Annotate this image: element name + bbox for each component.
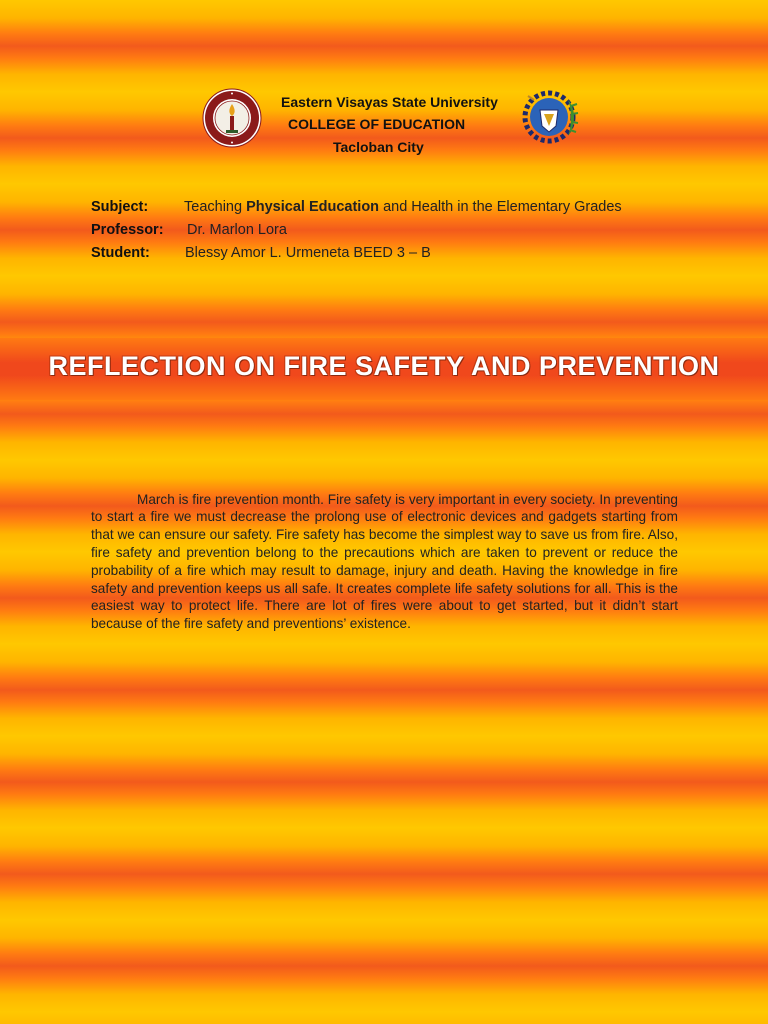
subject-value bbox=[184, 199, 622, 215]
subject-prefix: Teaching bbox=[184, 199, 247, 215]
university-name: Eastern Visayas State University bbox=[281, 94, 498, 110]
college-seal-icon bbox=[518, 86, 580, 148]
professor-label: Professor: bbox=[91, 222, 164, 238]
subject-label: Subject: bbox=[91, 199, 149, 215]
student-value: Blessy Amor L. Urmeneta BEED 3 – B bbox=[185, 245, 431, 261]
page-title: REFLECTION ON FIRE SAFETY AND PREVENTION bbox=[48, 351, 720, 381]
professor-value: Dr. Marlon Lora bbox=[187, 222, 287, 238]
city-name: Tacloban City bbox=[333, 139, 424, 155]
college-name: COLLEGE OF EDUCATION bbox=[288, 116, 466, 132]
student-label: Student: bbox=[91, 245, 150, 261]
evsu-seal-icon bbox=[202, 88, 262, 148]
subject-bold: Physical Education bbox=[246, 199, 380, 215]
document-header bbox=[0, 0, 768, 170]
reflection-paragraph: March is fire prevention month. Fire safety is very important in every society. In preventing to start a fire we must decrease the prolong use of electronic devices and gadgets starting from that we can ensure our safety. Fire safety has become the simplest way to save us from fire. Also, fire safety and prevention belong to the precautions which are taken to prevent or reduce the probability of a fire which may result to damage, injury and death. Having the knowledge in fire safety and prevention keeps us all safe. It creates complete life safety solutions for all. This is the easiest way to protect life. There are lot of fires were about to get started, but it didn’t start because of the fire safety and preventions’ existence. bbox=[91, 491, 678, 632]
subject-suffix: and Health in the Elementary Grades bbox=[379, 199, 622, 215]
